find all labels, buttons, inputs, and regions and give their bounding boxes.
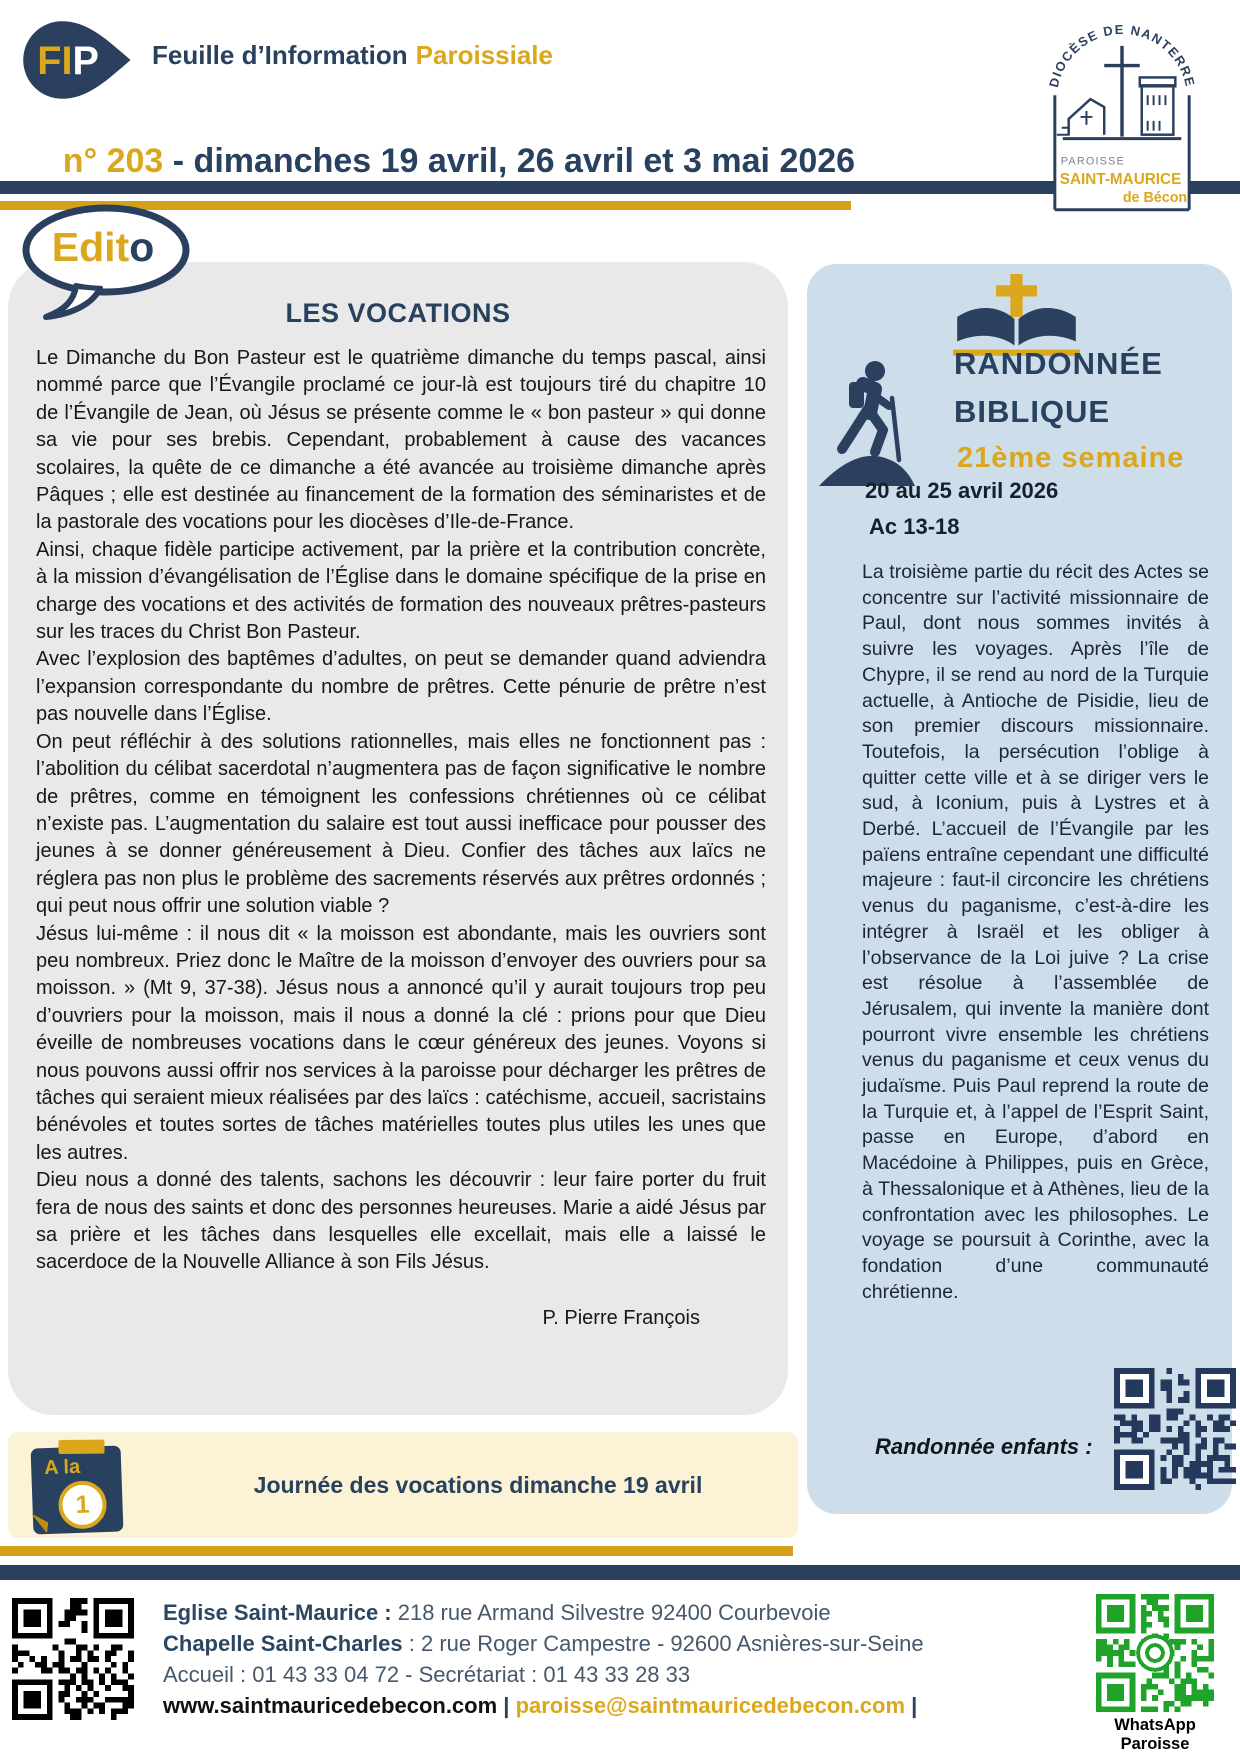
whatsapp-qr-code <box>1096 1594 1214 1712</box>
svg-text:FIP: FIP <box>37 39 99 84</box>
diocese-paroisse-label: PAROISSE <box>1060 155 1125 168</box>
website-qr-code <box>12 1598 134 1720</box>
bible-hike-panel <box>807 264 1232 1514</box>
masthead-title-accent: Paroissiale <box>415 40 553 70</box>
edito-speech-bubble <box>18 202 203 327</box>
sidebar-bible-reference: Ac 13-18 <box>869 514 960 539</box>
footer-church-line: Eglise Saint-Maurice : 218 rue Armand Silvestre 92400 Courbevoie <box>163 1600 831 1625</box>
whatsapp-block <box>1088 1594 1222 1754</box>
sidebar-dates: 20 au 25 avril 2026 <box>865 478 1059 503</box>
edito-paragraph: Avec l’explosion des baptêmes d’adultes, on peut se demander quand adviendra l’expansion correspondante du nombre de prêtres. Cette pénurie de prêtre n’est pas nouvelle dans l’Église. <box>36 648 766 726</box>
badge-number: 1 <box>58 1480 108 1530</box>
footer-phones-line: Accueil : 01 43 33 04 72 - Secrétariat : 01 43 33 28 33 <box>163 1662 691 1687</box>
children-hike-qr-code <box>1114 1368 1236 1490</box>
edito-paragraph: Ainsi, chaque fidèle participe activement, par la prière et la contribution concrète, à la mission d’évangélisation de l’Église dans le domaine spécifique de la prise en charge des vocations et des activités de formation des nouveaux prêtres-pasteurs sur les traces du Christ Bon Pasteur. <box>36 538 766 644</box>
badge-label: A la <box>43 1455 81 1480</box>
edito-panel <box>8 262 788 1415</box>
children-hike-label: Randonnée enfants : <box>875 1434 1093 1459</box>
hiker-icon <box>815 356 915 486</box>
sidebar-title-line1: RANDONNÉE <box>954 346 1163 381</box>
diocese-arc-text: DIOCÈSE DE NANTERRE <box>1045 21 1199 89</box>
badge-fold <box>29 1513 49 1533</box>
sidebar-week: 21ème semaine <box>957 442 1185 474</box>
email-link[interactable]: paroisse@saintmauricedebecon.com <box>515 1693 906 1718</box>
edito-paragraph: Jésus lui-même : il nous dit « la moisson est abondante, mais les ouvriers sont peu nombreux. Priez donc le Maître de la moisson d’envoyer des ouvriers pour sa moisson. » (Mt 9, 37-38). Jésus nous a annoncé qu’il y aurait toujours trop peu d’ouvriers pour la moisson, mais il nous a donné la clé : prions pour que Dieu éveille de nombreuses vocations dans le cœur généreux des jeunes. Voyons si nous pouvons aussi offrir nos services à la paroisse pour décharger les prêtres de tâches qui seraient mieux réalisées par des laïcs : catéchisme, accueil, sacristains bénévoles et toutes sortes de tâches matérielles toutes plus utiles les unes que les autres. <box>36 922 766 1164</box>
edito-signature: P. Pierre François <box>542 1306 700 1329</box>
badge-tab <box>58 1440 104 1454</box>
masthead-title <box>152 40 553 71</box>
sidebar-title-line2: BIBLIQUE <box>954 394 1111 429</box>
issue-number: n° 203 <box>62 142 164 180</box>
a-la-une-note <box>31 1445 124 1534</box>
edito-paragraph: Dieu nous a donné des talents, sachons les découvrir : leur faire porter du fruit fera de nous des saints et donc des personnes heureuses. Marie a aidé Jésus par sa prière et les tâches dans lesquelles elle excellait, mais elle a laissé le sacerdoce de la Nouvelle Alliance à son Fils Jésus. <box>36 1169 766 1274</box>
footer-gold-rule <box>0 1546 793 1556</box>
sidebar-body: La troisième partie du récit des Actes se concentre sur l’activité missionnaire de Paul, dont nous sommes invités à suivre les voyages. Après l’île de Chypre, il se rend au nord de la Turquie actuelle, à Antioche de Pisidie, lieu de son premier discours missionnaire. Toutefois, la persécution l’oblige à quitter cette ville et à se diriger vers le sud, à Iconium, puis à Lystres et à Derbé. L’accueil de l’Évangile par les païens entraîne cependant une difficulté majeure : faut-il circoncire les chrétiens venus du paganisme, c’est-à-dire les intégrer à Israël et les obliger à l’observance de la Loi juive ? La crise est résolue à l’assemblée de Jérusalem, qui invente la manière dont pourront vivre ensemble les chrétiens venus du paganisme et ceux venus du judaïsme. Puis Paul reprend la route de la Turquie et, à l’appel de l’Esprit Saint, passe en Europe, d’abord en Macédoine à Philippes, puis en Grèce, à Thessalonique et à Athènes, lieu de la confrontation avec les philosophes. Le voyage se poursuit à Corinthe, avec la fondation d’une communauté chrétienne. <box>862 561 1209 1303</box>
diocese-parish-logo <box>1043 8 1201 214</box>
whatsapp-label: WhatsApp Paroisse <box>1114 1716 1196 1753</box>
edito-paragraph: Le Dimanche du Bon Pasteur est le quatrième dimanche du temps pascal, ainsi nommé parce que l’Évangile proclamé ce jour-là est toujours tiré du chapitre 10 de l’Évangile de Jean, où Jésus se présente comme le « bon pasteur » qui donne sa vie pour ses brebis. Cependant, probablement à cause des vacances scolaires, la quête de ce dimanche a été avancée au troisième dimanche après Pâques ; elle est destinée au financement de la formation des séminaristes et de la pastorale des vocations pour les diocèses d’Ile-de-France. <box>36 347 766 534</box>
diocese-logo-drawing <box>1043 8 1201 214</box>
footer-contact-block <box>163 1597 924 1721</box>
footer-navy-rule <box>0 1565 1240 1580</box>
footer-chapel-line: Chapelle Saint-Charles : 2 rue Roger Campestre - 92600 Asnières-sur-Seine <box>163 1631 924 1656</box>
fip-logo <box>12 16 140 104</box>
footer-links-line: www.saintmauricedebecon.com | paroisse@saintmauricedebecon.com | <box>163 1693 918 1718</box>
edito-title: LES VOCATIONS <box>285 298 511 328</box>
website-link[interactable]: www.saintmauricedebecon.com <box>163 1693 498 1718</box>
masthead-title-main: Feuille d’Information <box>152 40 408 70</box>
issue-dates: - dimanches 19 avril, 26 avril et 3 mai 2026 <box>163 142 856 180</box>
edito-paragraph: On peut réfléchir à des solutions rationnelles, mais elles ne fonctionnent pas : l’abolition du célibat sacerdotal n’augmentera pas de façon significative le nombre de prêtres, comme en témoignent les confessions chrétiennes où ce célibat n’existe pas. L’augmentation du salaire est tout aussi inefficace pour pousser des jeunes à se donner généreusement à Dieu. Confier des tâches aux laïcs ne réglera pas non plus le problème des sacrements réservés aux prêtres ordonnés ; qui peut nous offrir une solution viable ? <box>36 730 766 918</box>
edito-bubble-label: Edito <box>51 224 155 270</box>
a-la-une-badge <box>28 1441 128 1536</box>
announcement-text: Journée des vocations dimanche 19 avril <box>253 1471 703 1498</box>
diocese-parish-subname: de Bécon <box>1122 189 1188 206</box>
diocese-parish-name: SAINT-MAURICE <box>1059 171 1182 189</box>
edito-body <box>36 345 766 1277</box>
fip-teardrop-icon <box>12 16 140 104</box>
